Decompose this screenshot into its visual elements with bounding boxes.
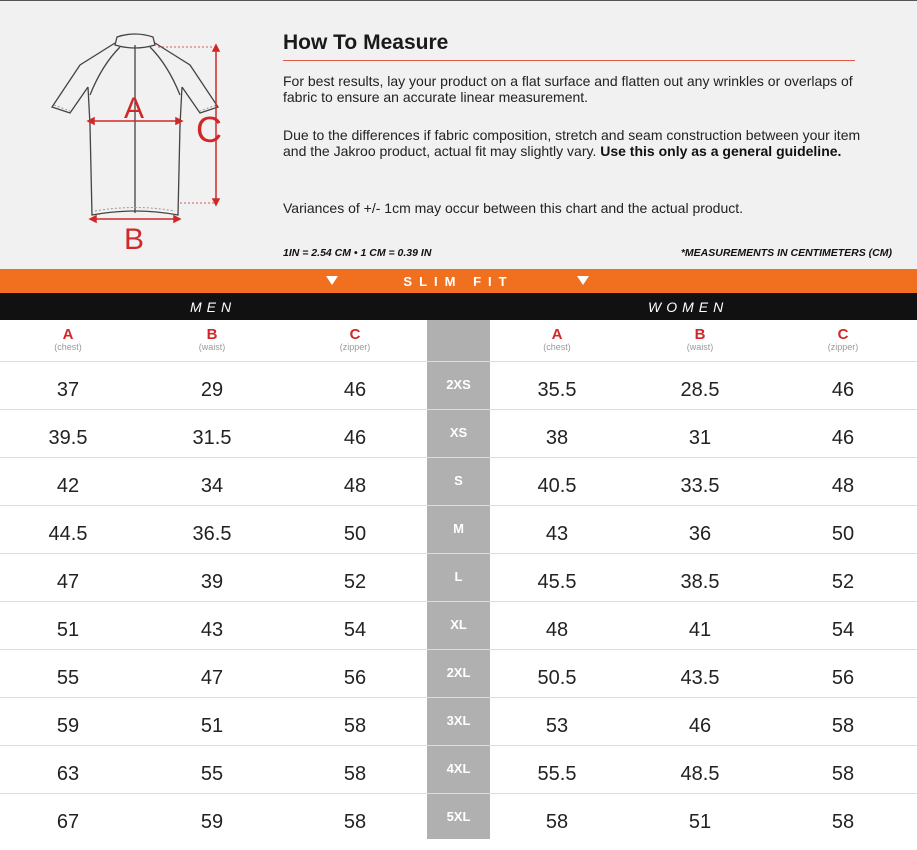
column-letter: C	[837, 326, 849, 343]
men-waist-value: 34	[200, 475, 224, 497]
women-waist-value: 48.5	[680, 763, 720, 785]
size-label: 2XL	[446, 665, 471, 680]
women-chest-value: 38	[545, 427, 569, 449]
men-chest-value: 55	[56, 667, 80, 689]
men-zipper-header	[305, 328, 405, 352]
women-waist-value: 36	[688, 523, 712, 545]
men-zipper-value: 46	[343, 379, 367, 401]
unit-conversion: 1IN = 2.54 CM • 1 CM = 0.39 IN	[283, 247, 432, 259]
size-label: XS	[449, 425, 468, 440]
size-label: M	[453, 521, 464, 536]
women-zipper-value: 48	[831, 475, 855, 497]
diagram-label-a: A	[124, 92, 145, 125]
table-row	[0, 362, 917, 410]
women-zipper-value: 52	[831, 571, 855, 593]
fit-type-bar	[0, 269, 917, 293]
men-zipper-value: 46	[343, 427, 367, 449]
size-label: XL	[450, 617, 467, 632]
women-waist-header	[650, 328, 750, 352]
column-letter: C	[349, 326, 361, 343]
men-label: MEN	[190, 299, 237, 315]
women-chest-value: 55.5	[537, 763, 577, 785]
men-waist-value: 31.5	[192, 427, 232, 449]
table-row	[0, 458, 917, 506]
column-subtitle: (chest)	[543, 342, 571, 352]
women-zipper-value: 58	[831, 811, 855, 833]
table-row	[0, 410, 917, 458]
fit-type-label: SLIM FIT	[403, 274, 514, 289]
men-chest-value: 44.5	[48, 523, 88, 545]
column-subtitle: (chest)	[54, 342, 82, 352]
men-waist-value: 55	[200, 763, 224, 785]
women-waist-value: 28.5	[680, 379, 720, 401]
size-label: 5XL	[446, 809, 471, 824]
how-to-measure-panel	[0, 0, 917, 269]
women-zipper-value: 46	[831, 427, 855, 449]
women-zipper-value: 50	[831, 523, 855, 545]
women-chest-value: 58	[545, 811, 569, 833]
column-letter: B	[694, 326, 706, 343]
size-label: 2XS	[446, 377, 471, 392]
men-waist-value: 39	[200, 571, 224, 593]
table-row	[0, 794, 917, 842]
women-zipper-value: 54	[831, 619, 855, 641]
women-waist-value: 31	[688, 427, 712, 449]
men-waist-value: 29	[200, 379, 224, 401]
table-row	[0, 698, 917, 746]
men-zipper-value: 58	[343, 811, 367, 833]
title-divider	[283, 60, 855, 61]
men-waist-header	[162, 328, 262, 352]
men-chest-value: 67	[56, 811, 80, 833]
women-zipper-value: 46	[831, 379, 855, 401]
women-zipper-value: 58	[831, 763, 855, 785]
men-zipper-value: 56	[343, 667, 367, 689]
diagram-label-b: B	[124, 223, 145, 255]
men-chest-value: 42	[56, 475, 80, 497]
column-subtitle: (waist)	[686, 342, 714, 352]
men-chest-value: 39.5	[48, 427, 88, 449]
women-chest-value: 40.5	[537, 475, 577, 497]
column-subtitle: (waist)	[198, 342, 226, 352]
women-zipper-header	[793, 328, 893, 352]
instruction-paragraph-2-text: Due to the differences if fabric composition, stretch and seam construction between your item and the Jakroo product, actual fit may slightly vary.	[283, 127, 861, 159]
men-zipper-value: 52	[343, 571, 367, 593]
men-waist-value: 36.5	[192, 523, 232, 545]
size-label: L	[454, 569, 463, 584]
table-row	[0, 650, 917, 698]
size-label: 4XL	[446, 761, 471, 776]
triangle-down-icon	[577, 276, 589, 285]
men-chest-value: 51	[56, 619, 80, 641]
measurement-units-note: *MEASUREMENTS IN CENTIMETERS (CM)	[680, 247, 892, 259]
women-waist-value: 33.5	[680, 475, 720, 497]
men-chest-value: 47	[56, 571, 80, 593]
variance-note: Variances of +/- 1cm may occur between this chart and the actual product.	[283, 200, 744, 216]
column-letter: A	[551, 326, 563, 343]
men-chest-value: 37	[56, 379, 80, 401]
men-zipper-value: 58	[343, 763, 367, 785]
men-waist-value: 47	[200, 667, 224, 689]
table-row	[0, 602, 917, 650]
men-waist-value: 51	[200, 715, 224, 737]
women-waist-value: 38.5	[680, 571, 720, 593]
women-label: WOMEN	[648, 299, 729, 315]
size-label: S	[454, 473, 463, 488]
table-row	[0, 506, 917, 554]
women-chest-value: 53	[545, 715, 569, 737]
column-letter: B	[206, 326, 218, 343]
column-letter: A	[62, 326, 74, 343]
women-chest-value: 48	[545, 619, 569, 641]
women-chest-value: 50.5	[537, 667, 577, 689]
table-row	[0, 554, 917, 602]
diagram-label-c: C	[196, 109, 222, 150]
men-chest-value: 59	[56, 715, 80, 737]
women-waist-value: 43.5	[680, 667, 720, 689]
instruction-paragraph-1: For best results, lay your product on a flat surface and flatten out any wrinkles or overlaps of fabric to ensure an accurate linear measurement.	[283, 73, 853, 105]
women-zipper-value: 58	[831, 715, 855, 737]
men-zipper-value: 58	[343, 715, 367, 737]
men-waist-value: 43	[200, 619, 224, 641]
guideline-emphasis: Use this only as a general guideline.	[600, 143, 842, 159]
women-chest-header	[507, 328, 607, 352]
men-waist-value: 59	[200, 811, 224, 833]
women-waist-value: 46	[688, 715, 712, 737]
jersey-measurement-diagram	[40, 25, 250, 255]
men-chest-value: 63	[56, 763, 80, 785]
men-zipper-value: 50	[343, 523, 367, 545]
women-chest-value: 43	[545, 523, 569, 545]
men-zipper-value: 54	[343, 619, 367, 641]
women-chest-value: 35.5	[537, 379, 577, 401]
men-chest-header	[18, 328, 118, 352]
table-row	[0, 746, 917, 794]
women-waist-value: 51	[688, 811, 712, 833]
men-zipper-value: 48	[343, 475, 367, 497]
size-label: 3XL	[446, 713, 471, 728]
page-title: How To Measure	[283, 31, 449, 54]
column-subtitle: (zipper)	[339, 342, 371, 352]
women-waist-value: 41	[688, 619, 712, 641]
column-header-row	[0, 320, 917, 362]
women-chest-value: 45.5	[537, 571, 577, 593]
instruction-paragraph-2	[283, 127, 873, 159]
gender-header-bar	[0, 293, 917, 320]
column-subtitle: (zipper)	[827, 342, 859, 352]
women-zipper-value: 56	[831, 667, 855, 689]
